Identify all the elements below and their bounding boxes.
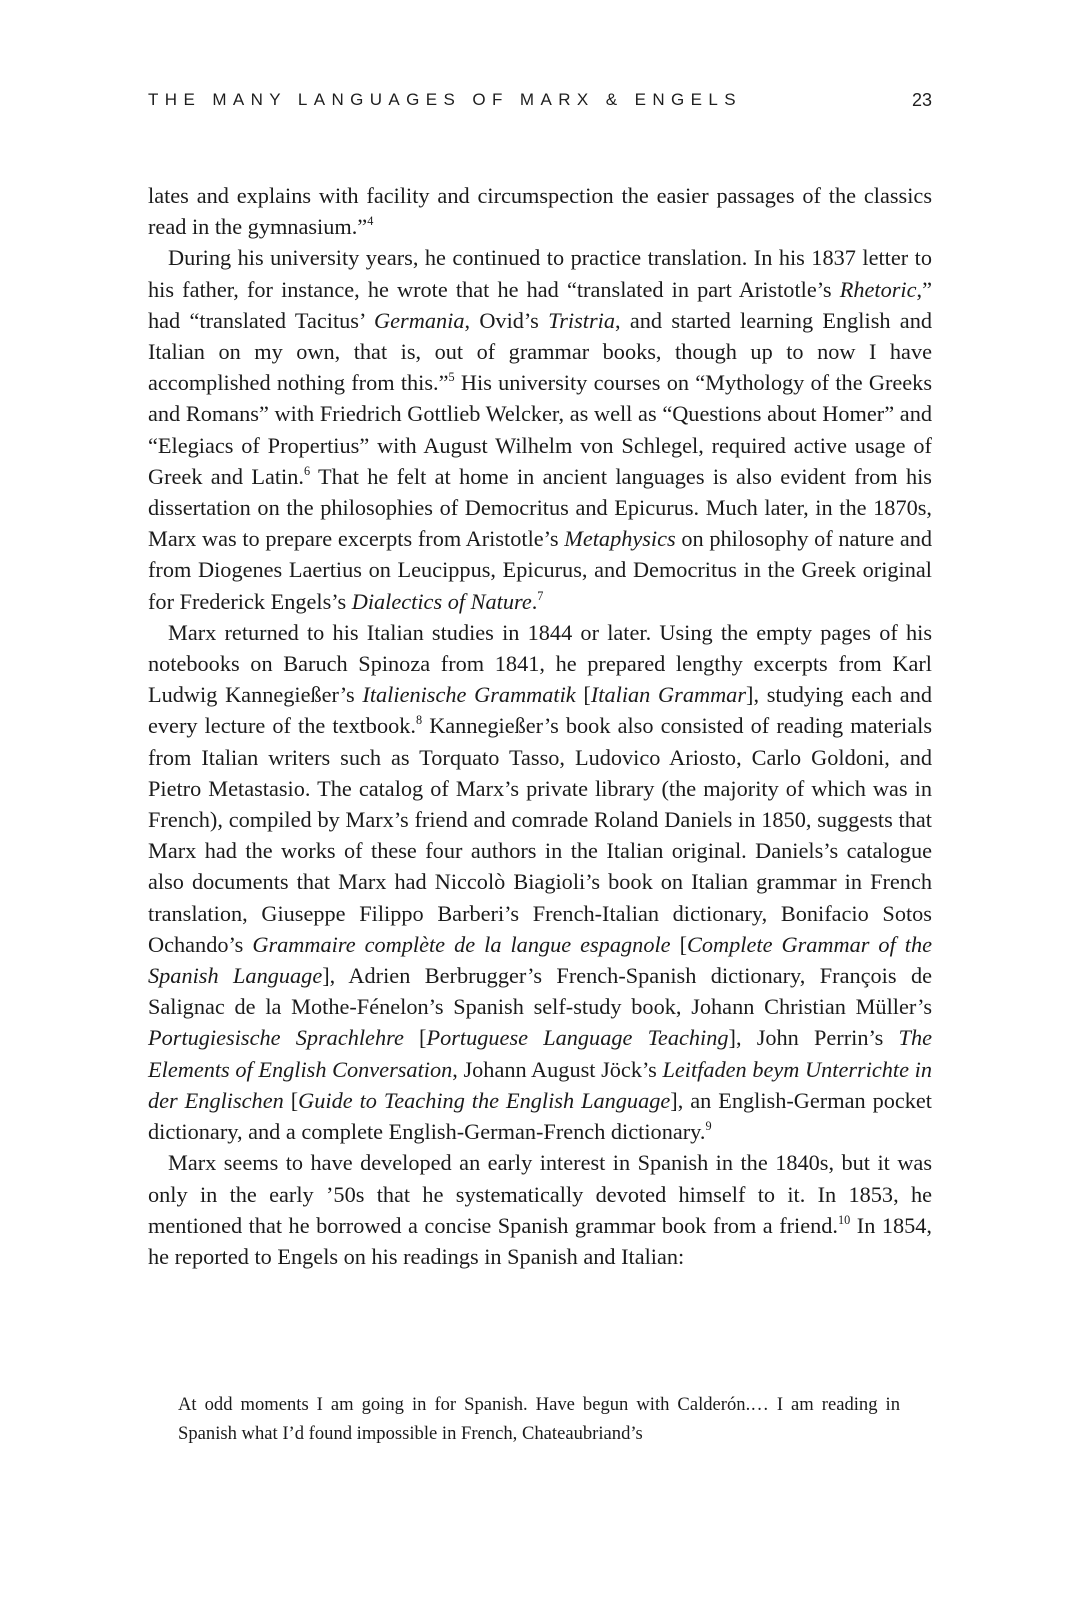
italic-title: Portugiesische Sprachlehre — [148, 1025, 404, 1051]
footnote-marker: 6 — [303, 463, 311, 478]
italic-title: Italian Grammar — [590, 682, 747, 708]
footnote-marker: 10 — [838, 1212, 851, 1227]
text-run: [ — [670, 931, 688, 957]
text-run: Marx seems to have developed an early interest in Spanish in the 1840s, but it was only in the early ’50s that he systematically devoted himself to it. In 1853, he mentioned that he borrowed a concise Spanish grammar book from a friend. — [148, 1150, 932, 1238]
italic-title: Portuguese Language Teaching — [426, 1025, 729, 1051]
text-run: on philosophy of nature and from Diogenes Laertius on Leucippus, Epicurus, and Democritus in the Greek original for Frederick Engels’s — [148, 526, 933, 614]
paragraph — [148, 242, 932, 616]
text-run: ], an English-German pocket dictionary, and a complete English-German-French dictionary. — [148, 1087, 933, 1145]
text-run: Marx returned to his Italian studies in 1844 or later. Using the empty pages of his notebooks on Baruch Spinoza from 1841, he prepared lengthy excerpts from Karl Ludwig Kannegießer’s — [148, 619, 932, 708]
footnote-marker: 9 — [705, 1118, 712, 1133]
footnote-marker: 7 — [537, 588, 544, 603]
italic-title: Metaphysics — [564, 526, 676, 552]
footnote-marker: 5 — [448, 370, 455, 385]
text-run: During his university years, he continued to practice translation. In his 1837 letter to his father, for instance, he wrote that he had “translated in part Aristotle’s — [148, 245, 932, 302]
text-run: His university courses on “Mythology of the Greeks and Romans” with Friedrich Gottlieb Welcker, as well as “Questions about Homer” and “Elegiacs of Propertius” with August Wilhelm von Schlegel, required active usage of Greek and Latin. — [148, 370, 932, 489]
text-run: [ — [283, 1087, 299, 1113]
text-run: lates and explains with facility and circumspection the easier passages of the classics read in the gymnasium.” — [148, 183, 932, 240]
text-run: ,” had “translated Tacitus’ — [148, 276, 932, 333]
text-run: In 1854, he reported to Engels on his readings in Spanish and Italian: — [148, 1212, 933, 1269]
paragraph — [148, 617, 932, 1147]
footnote-marker: 8 — [415, 713, 423, 728]
text-run: . — [531, 588, 538, 614]
italic-title: Leitfaden beym Unterrichte in der Englischen — [148, 1056, 933, 1113]
italic-title: Tristria — [548, 307, 616, 333]
text-run: ], John Perrin’s — [728, 1025, 899, 1051]
page-number: 23 — [911, 90, 932, 110]
footnote-marker: 4 — [367, 214, 374, 229]
text-run: Kannegießer’s book also consisted of reading materials from Italian writers such as Torquato Tasso, Ludovico Ariosto, Carlo Goldoni, and Pietro Metastasio. The catalog of Marx’s private library (the majority of which was in French), compiled by Marx’s friend and comrade Roland Daniels in 1850, suggests that Marx had the works of these four authors in the Italian original. Daniels’s catalogue also documents that Marx had Niccolò Biagioli’s book on Italian grammar in French translation, Giuseppe Filippo Barberi’s French-Italian dictionary, Bonifacio Sotos Ochando’s — [148, 713, 932, 957]
block-quote — [178, 1390, 900, 1448]
text-run: , Ovid’s — [464, 307, 549, 333]
running-head-title: THE MANY LANGUAGES OF MARX & ENGELS — [148, 90, 742, 109]
text-run: ], Adrien Berbrugger’s French-Spanish dictionary, François de Salignac de la Mothe-Fénelon’s Spanish self-study book, Johann Christian Müller’s — [148, 963, 932, 1020]
text-run: , Johann August Jöck’s — [452, 1056, 663, 1082]
running-head — [148, 90, 932, 116]
paragraph — [148, 1147, 932, 1272]
italic-title: Italienische Grammatik — [362, 682, 576, 708]
paragraph — [148, 180, 932, 242]
italic-title: Grammaire complète de la langue espagnole — [252, 931, 671, 957]
text-run: [ — [403, 1025, 427, 1051]
text-run: ], studying each and every lecture of the textbook. — [148, 682, 933, 739]
text-run: [ — [575, 682, 591, 708]
body-text — [148, 180, 932, 1272]
italic-title: Germania — [374, 307, 465, 333]
italic-title: Guide to Teaching the English Language — [298, 1087, 671, 1113]
text-run: , and started learning English and Italian on my own, that is, out of grammar books, though up to now I have accomplished nothing from this.” — [148, 307, 932, 396]
italic-title: Complete Grammar of the Spanish Language — [148, 931, 933, 989]
italic-title: The Elements of English Conversation — [148, 1025, 932, 1082]
text-run: That he felt at home in ancient languages is also evident from his dissertation on the philosophies of Democritus and Epicurus. Much later, in the 1870s, Marx was to prepare excerpts from Aristotle’s — [148, 463, 932, 552]
block-quote-text: At odd moments I am going in for Spanish. Have begun with Calderón.… I am reading in Spanish what I’d found impossible in French, Chateaubriand’s — [178, 1394, 900, 1444]
italic-title: Rhetoric — [839, 276, 917, 302]
italic-title: Dialectics of Nature — [351, 588, 532, 614]
